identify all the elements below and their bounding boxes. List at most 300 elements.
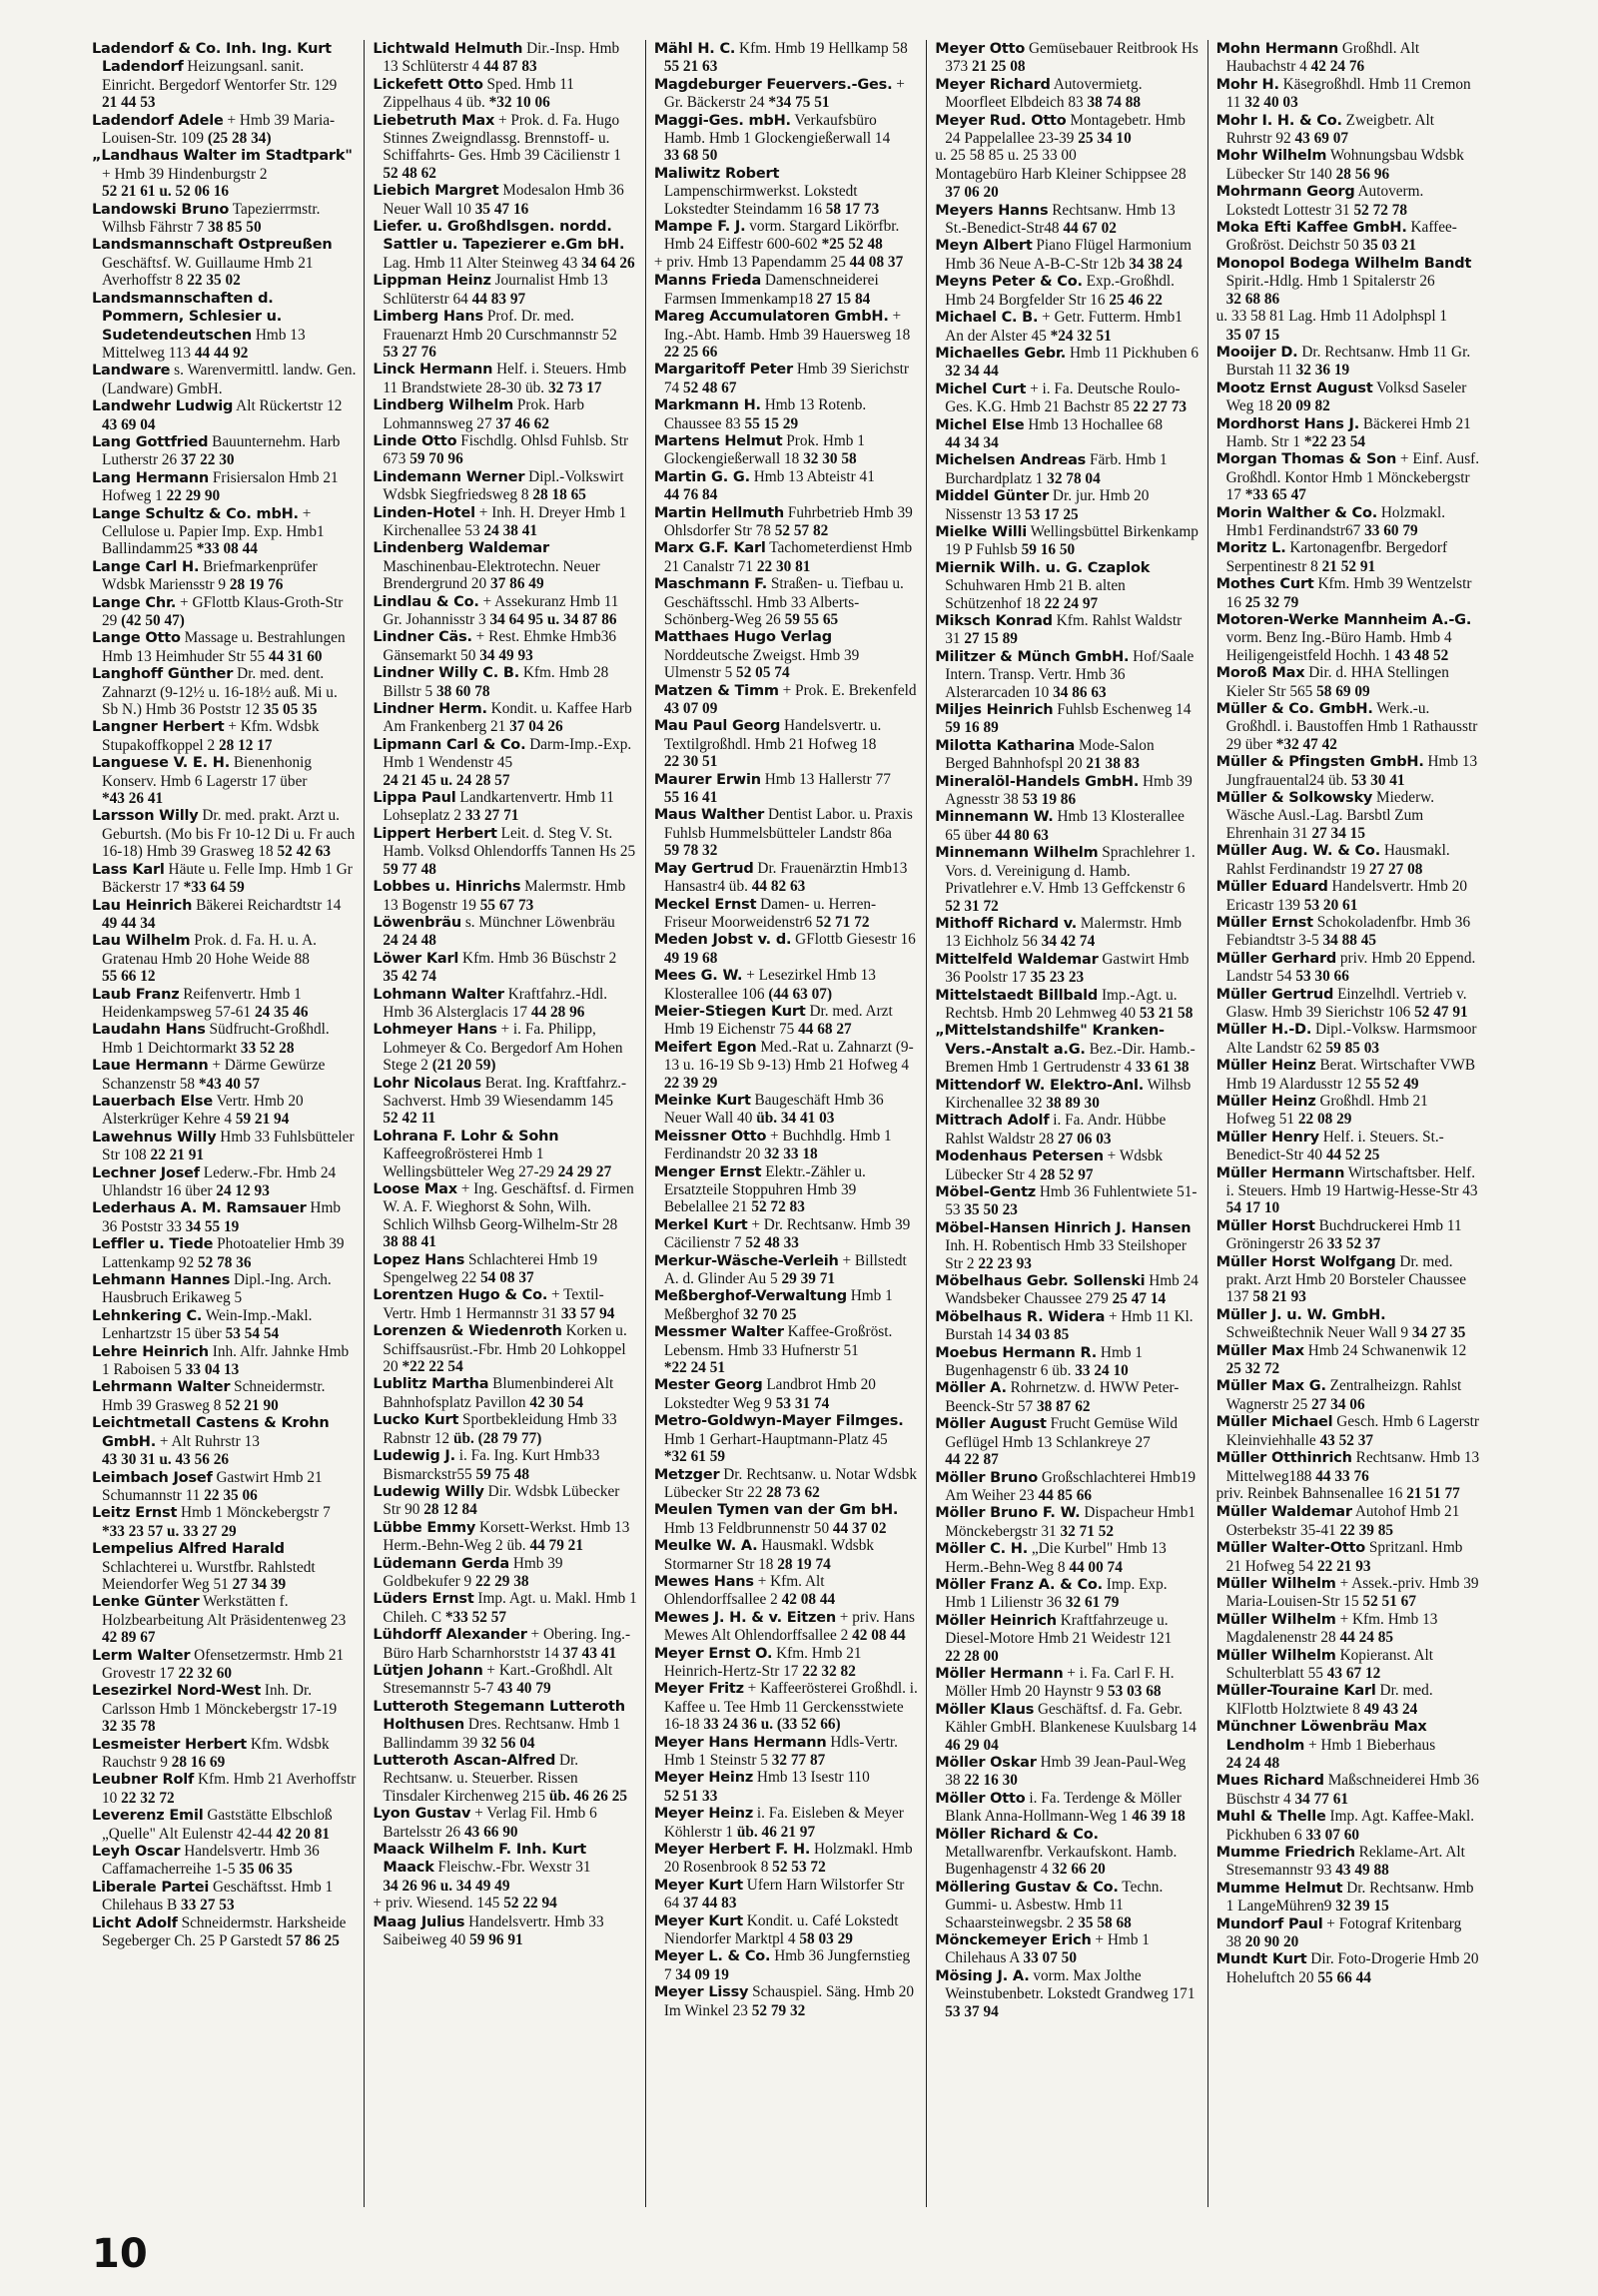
directory-entry xyxy=(373,1322,636,1375)
entry-details: + Inh. H. Dreyer Hmb 1 Kirchenallee 53 xyxy=(383,503,627,539)
directory-entry xyxy=(935,1931,1198,1967)
entry-details: Gastwirt Hmb 36 Poolstr 17 xyxy=(945,950,1190,987)
entry-details: Südfrucht-Großhdl. Hmb 1 Deichtormarkt xyxy=(102,1021,330,1057)
entry-name: Lühdorff Alexander xyxy=(373,1627,527,1644)
entry-name: Martin G. G. xyxy=(653,468,750,485)
entry-phone: 49 44 34 xyxy=(102,914,156,932)
directory-entry xyxy=(654,1501,918,1537)
entry-details: Photoatelier Hmb 39 Lattenkamp 92 xyxy=(102,1235,345,1271)
entry-phone: 33 07 60 xyxy=(1305,1826,1360,1844)
entry-details: Hausmakl. Wdsbk Stormarner Str 18 xyxy=(663,1537,875,1573)
directory-entry xyxy=(654,967,918,1003)
entry-name: Möbel-Hansen Hinrich J. Hansen xyxy=(935,1219,1192,1236)
directory-entry xyxy=(935,808,1198,844)
entry-name: Manns Frieda xyxy=(653,273,762,290)
directory-entry xyxy=(373,1375,636,1411)
entry-details: Schneidermstr. Hmb 39 Grasweg 8 xyxy=(102,1378,326,1414)
entry-details: + priv. Hans Mewes Alt Ohlendorffsallee 2 xyxy=(663,1608,915,1645)
entry-name: Loose Max xyxy=(373,1181,457,1197)
entry-name: Michel Else xyxy=(935,416,1025,433)
directory-entry xyxy=(92,629,356,665)
entry-details: + Cellulose u. Papier Imp. Exp. Hmb1 Ballindamm25 xyxy=(102,504,325,558)
directory-entry xyxy=(654,1376,918,1412)
entry-details: Dipl.-Volkswirt Wdsbk Siegfriedsweg 8 xyxy=(383,467,624,504)
entry-phone: 37 86 49 xyxy=(490,575,544,593)
directory-entry xyxy=(92,1879,356,1914)
directory-entry xyxy=(935,381,1198,416)
entry-name: Maliwitz Robert xyxy=(653,165,780,182)
entry-name: Möller August xyxy=(935,1416,1047,1433)
entry-phone: 22 23 93 xyxy=(978,1254,1032,1272)
entry-phone: 32 68 86 xyxy=(1225,290,1280,308)
entry-name: Müller Gertrud xyxy=(1215,986,1334,1003)
entry-details: Journalist Hmb 13 Schlüterstr 64 xyxy=(383,272,608,308)
directory-entry xyxy=(1216,753,1480,789)
entry-phone: 35 42 74 xyxy=(383,968,436,986)
entry-details: Hmb 39 Jean-Paul-Weg 38 xyxy=(945,1754,1187,1790)
entry-name: Lenke Günter xyxy=(92,1594,200,1611)
directory-entry xyxy=(1216,255,1480,308)
entry-phone: 37 44 83 xyxy=(682,1895,737,1913)
entry-details: Hmb 39 Sierichstr 74 xyxy=(663,361,909,396)
directory-entry xyxy=(1216,308,1480,344)
entry-phone: 38 60 78 xyxy=(435,682,490,700)
entry-phone: 32 30 58 xyxy=(803,450,857,468)
directory-entry xyxy=(935,416,1198,452)
directory-entry xyxy=(654,1128,918,1163)
entry-details: Wohnungsbau Wdsbk Lübecker Str 140 xyxy=(1225,147,1464,183)
entry-name: Lobbes u. Hinrichs xyxy=(373,879,521,896)
entry-details: + Gr. Bäckerstr 24 xyxy=(663,75,905,112)
entry-phone: 37 43 41 xyxy=(562,1644,617,1662)
entry-details: Hmb 39 Goldbekufer 9 xyxy=(383,1554,563,1590)
directory-entry xyxy=(654,771,918,807)
entry-name: Meier-Stiegen Kurt xyxy=(653,1003,806,1020)
entry-details: Hmb 13 Abteistr 41 xyxy=(753,467,875,485)
entry-phone: 32 73 17 xyxy=(547,379,602,396)
entry-name: Linck Hermann xyxy=(373,362,493,379)
directory-entry xyxy=(92,112,356,148)
entry-phone: 42 24 76 xyxy=(1310,58,1365,76)
entry-phone: 42 89 67 xyxy=(102,1629,156,1647)
entry-details: + Rest. Ehmke Hmb36 Gänsemarkt 50 xyxy=(383,628,617,664)
entry-details: Schuhwaren Hmb 21 B. alten Schützenhof 18 xyxy=(945,577,1126,612)
entry-details: vorm. Benz Ing.-Büro Hamb. Hmb 4 Heiligengeistfeld Hochh. 1 xyxy=(1225,629,1452,664)
entry-name: Meyer Rud. Otto xyxy=(935,112,1067,129)
entry-name: Lorentzen Hugo & Co. xyxy=(373,1287,548,1304)
entry-details: Einzelhdl. Vertrieb v. Glasw. Hmb 39 Sierichstr 106 xyxy=(1225,985,1467,1021)
directory-entry xyxy=(935,76,1198,112)
directory-entry xyxy=(92,1771,356,1807)
entry-details: + Hmb 1 Chilehaus A xyxy=(945,1931,1150,1967)
directory-entry xyxy=(92,1807,356,1843)
entry-phone: 28 12 17 xyxy=(219,736,273,754)
entry-name: Mothes Curt xyxy=(1215,576,1314,593)
entry-name: Metzger xyxy=(653,1466,720,1483)
entry-phone: 28 12 84 xyxy=(423,1501,477,1519)
entry-name: Mues Richard xyxy=(1215,1773,1324,1790)
directory-entry xyxy=(1216,1718,1480,1772)
entry-name: Liefer. u. Großhdlsgen. nordd. Sattler u. Tapezierer e.Gm bH. xyxy=(373,219,625,254)
entry-name: Laue Hermann xyxy=(92,1058,209,1075)
directory-entry xyxy=(92,897,356,933)
entry-details: Kfm. Wdsbk Rauchstr 9 xyxy=(102,1735,330,1771)
entry-phone: 22 32 82 xyxy=(802,1662,856,1680)
entry-name: Lindner Willy C. B. xyxy=(373,665,520,682)
column-3 xyxy=(646,40,927,2207)
entry-phone: 59 70 96 xyxy=(409,450,463,468)
entry-phone: 52 21 90 xyxy=(225,1396,279,1414)
entry-details: Dipl.-Ing. Arch. Hausbruch Erikaweg 5 xyxy=(102,1271,332,1307)
directory-entry xyxy=(935,1469,1198,1505)
entry-phone: 25 46 22 xyxy=(1109,291,1163,309)
directory-entry xyxy=(654,1252,918,1288)
entry-name: Lange Chr. xyxy=(92,594,177,611)
directory-entry xyxy=(92,807,356,860)
entry-details: Dispacheur Hmb1 Mönckebergstr 31 xyxy=(945,1504,1197,1540)
entry-details: Handelsvertr. u. Textilgroßhdl. Hmb 21 Hofweg 18 xyxy=(663,717,882,753)
entry-name: Matthaes Hugo Verlag xyxy=(653,629,832,646)
entry-phone: 28 19 74 xyxy=(777,1555,831,1573)
entry-phone: 43 40 79 xyxy=(497,1680,551,1698)
entry-name: Meulke W. A. xyxy=(653,1538,758,1555)
entry-details: Elektr.-Zähler u. Ersatzteile Stoppuhren Hmb 39 Bebelallee 21 xyxy=(663,1162,866,1216)
directory-entry xyxy=(654,1734,918,1770)
entry-details: Montagebüro Harb Kleiner Schippsee 28 xyxy=(935,165,1187,183)
entry-details: i. Fa. Ing. Kurt Hmb33 Bismarckstr55 xyxy=(383,1447,600,1483)
entry-details: Inh. Alfr. Jahnke Hmb 1 Raboisen 5 xyxy=(102,1342,350,1379)
entry-name: Leichtmetall Castens & Krohn GmbH. xyxy=(92,1415,330,1450)
entry-phone: *33 23 57 u. 33 27 29 xyxy=(102,1522,237,1540)
directory-entry xyxy=(654,468,918,504)
directory-entry xyxy=(1216,1772,1480,1808)
directory-entry xyxy=(654,860,918,896)
directory-entry xyxy=(92,1593,356,1646)
entry-details: Reklame-Art. Alt Stresemannstr 93 xyxy=(1225,1844,1465,1880)
entry-name: Leubner Rolf xyxy=(92,1772,195,1789)
entry-details: Dr. med. prakt. Arzt u. Geburtsh. (Mo bis Fr 10-12 Di u. Fr auch 16-18) Hmb 39 Grasweg 18 xyxy=(102,807,356,861)
entry-details: Kondit. u. Kaffee Harb Am Frankenberg 21 xyxy=(383,700,632,736)
entry-details: Hmb 13 Isestr 110 xyxy=(756,1769,870,1787)
entry-details: + i. Fa. Carl F. H. Möller Hmb 20 Haynstr 9 xyxy=(945,1664,1175,1701)
directory-entry xyxy=(373,1662,636,1698)
entry-details: Miederw. Wäsche Ausl.-Lag. Barsbtl Zum Ehrenhain 31 xyxy=(1225,789,1435,842)
entry-phone: 53 30 66 xyxy=(1295,968,1349,986)
entry-phone: 54 17 10 xyxy=(1225,1199,1280,1217)
entry-name: Mittelstaedt Billbald xyxy=(935,987,1099,1004)
entry-name: Ludewig Willy xyxy=(373,1483,484,1500)
entry-name: „Landhaus Walter im Stadtpark" xyxy=(92,148,353,165)
entry-phone: 25 34 10 xyxy=(1078,130,1132,148)
entry-name: Lindlau & Co. xyxy=(373,593,479,610)
directory-entry xyxy=(92,1414,356,1468)
directory-entry xyxy=(92,1199,356,1235)
entry-phone: 33 60 79 xyxy=(1364,521,1418,539)
entry-name: Michelsen Andreas xyxy=(935,452,1087,469)
entry-phone: 32 36 19 xyxy=(1295,362,1350,380)
entry-details: u. 33 58 81 Lag. Hmb 11 Adolphspl 1 xyxy=(1215,308,1448,326)
entry-details: GFlottb Giesestr 16 xyxy=(795,931,916,949)
entry-phone: 32 56 04 xyxy=(480,1734,535,1752)
entry-name: Lüdemann Gerda xyxy=(373,1555,510,1572)
entry-name: Müller Hermann xyxy=(1215,1164,1345,1181)
entry-name: May Gertrud xyxy=(653,860,754,877)
entry-name: Müller Walter-Otto xyxy=(1215,1540,1366,1557)
entry-details: Reifenvertr. Hmb 1 Heidenkampsweg 57-61 xyxy=(102,985,302,1021)
entry-phone: 44 68 27 xyxy=(798,1021,852,1039)
directory-entry xyxy=(373,1075,636,1128)
entry-phone: 24 24 48 xyxy=(1225,1755,1280,1772)
entry-name: Lehrmann Walter xyxy=(92,1379,231,1396)
entry-name: Lass Karl xyxy=(92,861,165,878)
entry-details: Tapezierrmstr. Wilhsb Fährstr 7 xyxy=(102,200,321,237)
entry-phone: 53 03 68 xyxy=(1107,1683,1162,1701)
entry-phone: (42 50 47) xyxy=(121,612,185,629)
directory-entry xyxy=(373,1698,636,1752)
entry-name: Möller Heinrich xyxy=(935,1612,1057,1629)
directory-entry xyxy=(654,76,918,112)
entry-details: Hmb 36 Fuhlentwiete 51-53 xyxy=(945,1183,1198,1219)
entry-phone: 55 52 49 xyxy=(1365,1075,1419,1093)
entry-details: Hmb 1 Mönckebergstr 7 xyxy=(181,1504,331,1522)
entry-name: Lublitz Martha xyxy=(373,1376,489,1393)
entry-details: priv. Hmb 20 Eppend. Landstr 54 xyxy=(1225,949,1476,986)
directory-entry xyxy=(92,397,356,433)
directory-entry xyxy=(654,575,918,628)
entry-name: Müller Otthinrich xyxy=(1215,1450,1352,1467)
directory-entry xyxy=(373,1519,636,1555)
entry-phone: 37 04 26 xyxy=(509,718,563,736)
entry-phone: 21 25 08 xyxy=(972,58,1026,76)
entry-details: Häute u. Felle Imp. Hmb 1 Gr Bäckerstr 17 xyxy=(102,860,353,897)
entry-details: + Kart.-Großhdl. Alt Stresemannstr 5-7 xyxy=(383,1661,613,1698)
entry-details: + Hmb 39 Maria-Louisen-Str. 109 xyxy=(102,111,336,148)
entry-details: + Billstedt A. d. Glinder Au 5 xyxy=(663,1251,907,1288)
entry-details: Geschäftsst. Hmb 1 Chilehaus B xyxy=(102,1878,334,1914)
directory-entry xyxy=(654,1537,918,1573)
directory-entry xyxy=(92,1129,356,1164)
entry-name: Meyer Fritz xyxy=(653,1681,744,1698)
entry-name: Margaritoff Peter xyxy=(653,362,793,379)
entry-phone: 44 34 34 xyxy=(945,433,999,451)
entry-details: i. Fa. Terdenge & Möller Blank Anna-Hollmann-Weg 1 xyxy=(945,1789,1182,1826)
directory-entry xyxy=(373,1180,636,1251)
entry-name: Mundorf Paul xyxy=(1215,1915,1323,1932)
entry-details: + priv. Hmb 13 Papendamm 25 xyxy=(653,253,846,271)
entry-phone: 32 39 15 xyxy=(1335,1898,1389,1915)
entry-phone: 53 27 76 xyxy=(383,343,436,361)
entry-phone: 53 31 74 xyxy=(775,1394,830,1412)
entry-name: Meyns Peter & Co. xyxy=(935,274,1083,291)
entry-phone: 22 27 73 xyxy=(1133,398,1187,416)
entry-phone: 33 07 50 xyxy=(1023,1949,1077,1967)
entry-name: Limberg Hans xyxy=(373,309,483,326)
entry-details: Prok. Hmb 1 Glockengießerwall 18 xyxy=(663,431,865,468)
entry-phone: 33 61 38 xyxy=(1135,1059,1190,1077)
entry-details: Autovermietg. Moorfleet Elbdeich 83 xyxy=(945,75,1143,112)
entry-details: + Kaffeerösterei Großhdl. i. Kaffee u. Tee Hmb 11 Gerckensstwiete 16-18 xyxy=(663,1680,918,1734)
directory-entry xyxy=(92,594,356,630)
entry-details: Dir. Wdsbk Lübecker Str 90 xyxy=(383,1482,620,1519)
entry-details: Hmb 39 Agnesstr 38 xyxy=(945,772,1193,809)
entry-details: Modesalon Hmb 36 Neuer Wall 10 xyxy=(383,182,624,218)
entry-phone: 32 66 20 xyxy=(1052,1861,1106,1879)
entry-phone: 52 47 91 xyxy=(1414,1003,1468,1021)
entry-details: + Kfm. Wdsbk Stupakoffkoppel 2 xyxy=(102,718,320,754)
directory-entry xyxy=(935,166,1198,202)
entry-details: Lederw.-Fbr. Hmb 24 Uhlandstr 16 über xyxy=(102,1163,337,1199)
directory-entry xyxy=(1216,1021,1480,1057)
entry-details: Massage u. Bestrahlungen Hmb 13 Heimhuder Str 55 xyxy=(102,629,346,665)
entry-phone: 44 82 63 xyxy=(751,878,806,896)
entry-name: Müller Max G. xyxy=(1215,1378,1326,1395)
directory-entry xyxy=(935,1576,1198,1612)
entry-details: Lampenschirmwerkst. Lokstedt Lokstedter Steindamm 16 xyxy=(663,183,858,218)
entry-phone: *25 52 48 xyxy=(821,236,883,254)
entry-name: Lawehnus Willy xyxy=(92,1129,217,1146)
entry-phone: 34 55 19 xyxy=(185,1217,240,1235)
entry-phone: 44 37 02 xyxy=(832,1519,887,1537)
entry-details: Kondit. u. Café Lokstedt Niendorfer Marktpl 4 xyxy=(663,1912,899,1948)
entry-details: Hmb 13 Rotenb. Chaussee 83 xyxy=(663,396,867,432)
entry-phone: 34 03 85 xyxy=(1015,1326,1070,1344)
directory-entry xyxy=(92,505,356,558)
entry-details: Ufern Harn Wilstorfer Str 64 xyxy=(663,1876,905,1913)
entry-details: Schlachterei u. Wurstfbr. Rahlstedt Meiendorfer Weg 51 xyxy=(102,1558,316,1593)
entry-details: Imp. Agt. Kaffee-Makl. Pickhuben 6 xyxy=(1225,1808,1475,1844)
entry-details: priv. Reinbek Bahnsenallee 16 xyxy=(1215,1484,1403,1502)
entry-details: Dr. Rechtsanw. Hmb 11 Gr. Burstah 11 xyxy=(1225,343,1471,380)
entry-name: Mumme Helmut xyxy=(1215,1880,1343,1897)
entry-name: Lohmeyer Hans xyxy=(373,1022,497,1039)
directory-entry xyxy=(935,345,1198,381)
directory-entry xyxy=(935,773,1198,809)
entry-name: Mordhorst Hans J. xyxy=(1215,415,1360,432)
entry-details: + Textil-Vertr. Hmb 1 Hermannstr 31 xyxy=(383,1286,604,1322)
entry-details: Wilhsb Kirchenallee 32 xyxy=(945,1076,1192,1112)
entry-name: Ladendorf Adele xyxy=(92,112,224,129)
entry-details: Hmb 36 Poststr 33 xyxy=(102,1199,341,1235)
entry-phone: 44 76 84 xyxy=(663,486,718,504)
directory-entry xyxy=(1216,219,1480,255)
entry-name: Lange Schultz & Co. mbH. xyxy=(92,505,299,522)
entry-details: Vertr. Hmb 20 Alsterkrüger Kehre 4 xyxy=(102,1092,304,1129)
directory-entry xyxy=(935,1701,1198,1754)
directory-entry xyxy=(654,1039,918,1092)
entry-name: Mösing J. A. xyxy=(935,1967,1030,1984)
entry-phone: 54 08 37 xyxy=(480,1269,534,1287)
entry-name: Muhl & Thelle xyxy=(1215,1809,1326,1826)
entry-name: Mittendorf W. Elektro-Anl. xyxy=(935,1077,1145,1094)
entry-details: Dr. med. prakt. Arzt Hmb 20 Borsteler Chaussee 137 xyxy=(1225,1252,1467,1306)
entry-details: Geschäftsf. d. Fa. Gebr. Kähler GmbH. Blankenese Kuulsbarg 14 xyxy=(945,1700,1197,1737)
entry-phone: 37 46 62 xyxy=(495,414,549,432)
directory-entry xyxy=(373,504,636,540)
directory-entry xyxy=(654,1983,918,2019)
directory-entry xyxy=(654,628,918,681)
entry-name: Marx G.F. Karl xyxy=(653,540,766,557)
entry-name: Meissner Otto xyxy=(653,1128,767,1145)
entry-phone: 44 33 76 xyxy=(1315,1467,1369,1485)
entry-name: Morin Walther & Co. xyxy=(1215,504,1378,521)
entry-phone: 52 48 62 xyxy=(383,164,436,182)
entry-name: Meyer Heinz xyxy=(653,1806,754,1823)
column-5 xyxy=(1208,40,1488,2207)
directory-entry xyxy=(654,1805,918,1841)
directory-entry xyxy=(654,1216,918,1252)
entry-phone: (44 63 07) xyxy=(768,985,833,1003)
entry-details: Werkstätten f. Holzbearbeitung Alt Präsidentenweg 23 xyxy=(102,1593,347,1629)
directory-entry xyxy=(654,1412,918,1465)
entry-phone: 38 88 41 xyxy=(383,1233,436,1251)
directory-entry xyxy=(1216,504,1480,540)
directory-entry xyxy=(1216,1129,1480,1164)
entry-phone: 52 51 33 xyxy=(663,1787,718,1805)
entry-phone: 59 16 89 xyxy=(945,719,999,737)
entry-details: Med.-Rat u. Zahnarzt (9-13 u. 16-19 Sb 9-13) Hmb 21 Hofweg 4 xyxy=(663,1038,914,1075)
entry-phone: 44 79 21 xyxy=(529,1537,583,1555)
entry-name: Meyer Ernst O. xyxy=(653,1645,773,1662)
entry-name: Lehmann Hannes xyxy=(92,1272,231,1289)
entry-name: Möller Bruno F. W. xyxy=(935,1505,1081,1522)
directory-entry xyxy=(654,1287,918,1323)
column-4 xyxy=(927,40,1207,2207)
entry-name: Müller H.-D. xyxy=(1215,1022,1312,1039)
entry-phone: 32 35 78 xyxy=(102,1718,156,1736)
entry-details: Hmb 13 Mittelweg 113 xyxy=(102,326,306,362)
entry-phone: 33 24 10 xyxy=(1075,1362,1129,1380)
directory-entry xyxy=(1216,575,1480,611)
entry-phone: 22 21 93 xyxy=(1316,1557,1371,1575)
entry-details: vorm. Stargard Likörfbr. Hmb 24 Eiffestr 600-602 xyxy=(663,218,900,254)
entry-name: Minnemann Wilhelm xyxy=(935,845,1099,862)
entry-details: Fuhlsb Eschenweg 14 xyxy=(1057,701,1192,719)
entry-phone: 21 38 83 xyxy=(1086,755,1140,773)
directory-entry xyxy=(92,1504,356,1540)
entry-details: Dr. med. dent. Zahnarzt (9-12½ u. 16-18½ auß. Mi u. Sb N.) Hmb 36 Poststr 12 xyxy=(102,665,338,719)
directory-entry xyxy=(373,308,636,361)
entry-phone: 24 38 41 xyxy=(483,521,538,539)
entry-phone: 49 43 24 xyxy=(1363,1700,1418,1718)
entry-name: Lüders Ernst xyxy=(373,1591,474,1608)
directory-entry xyxy=(654,254,918,272)
entry-phone: 52 71 72 xyxy=(815,913,870,931)
entry-phone: 22 30 51 xyxy=(663,753,718,771)
entry-details: Kfm. Hmb 28 Billstr 5 xyxy=(383,664,609,700)
directory-entry xyxy=(1216,1342,1480,1378)
entry-phone: 55 15 29 xyxy=(744,414,799,432)
directory-entry xyxy=(654,504,918,540)
entry-name: Mester Georg xyxy=(653,1377,763,1394)
entry-name: Müller Gerhard xyxy=(1215,950,1337,967)
entry-phone: 42 30 54 xyxy=(529,1393,583,1411)
entry-phone: 38 85 50 xyxy=(208,219,262,237)
entry-name: Maus Walther xyxy=(653,807,765,824)
entry-name: Lindner Cäs. xyxy=(373,629,472,646)
directory-entry xyxy=(1216,1950,1480,1986)
directory-entry xyxy=(92,986,356,1022)
entry-phone: 21 52 91 xyxy=(1321,557,1376,575)
directory-entry xyxy=(373,1286,636,1322)
entry-details: + Hmb 1 Bieberhaus xyxy=(1308,1736,1436,1754)
entry-phone: 24 24 48 xyxy=(383,932,436,950)
entry-details: Helf. i. Steuers. St.-Benedict-Str 40 xyxy=(1225,1128,1444,1164)
entry-name: Meden Jobst v. d. xyxy=(653,932,792,949)
directory-entry xyxy=(92,1540,356,1593)
entry-phone: 32 77 87 xyxy=(771,1752,826,1769)
entry-phone: 34 49 93 xyxy=(479,646,533,664)
entry-details: Maschinenbau-Elektrotechn. Neuer Brendergrund 20 xyxy=(383,557,600,593)
